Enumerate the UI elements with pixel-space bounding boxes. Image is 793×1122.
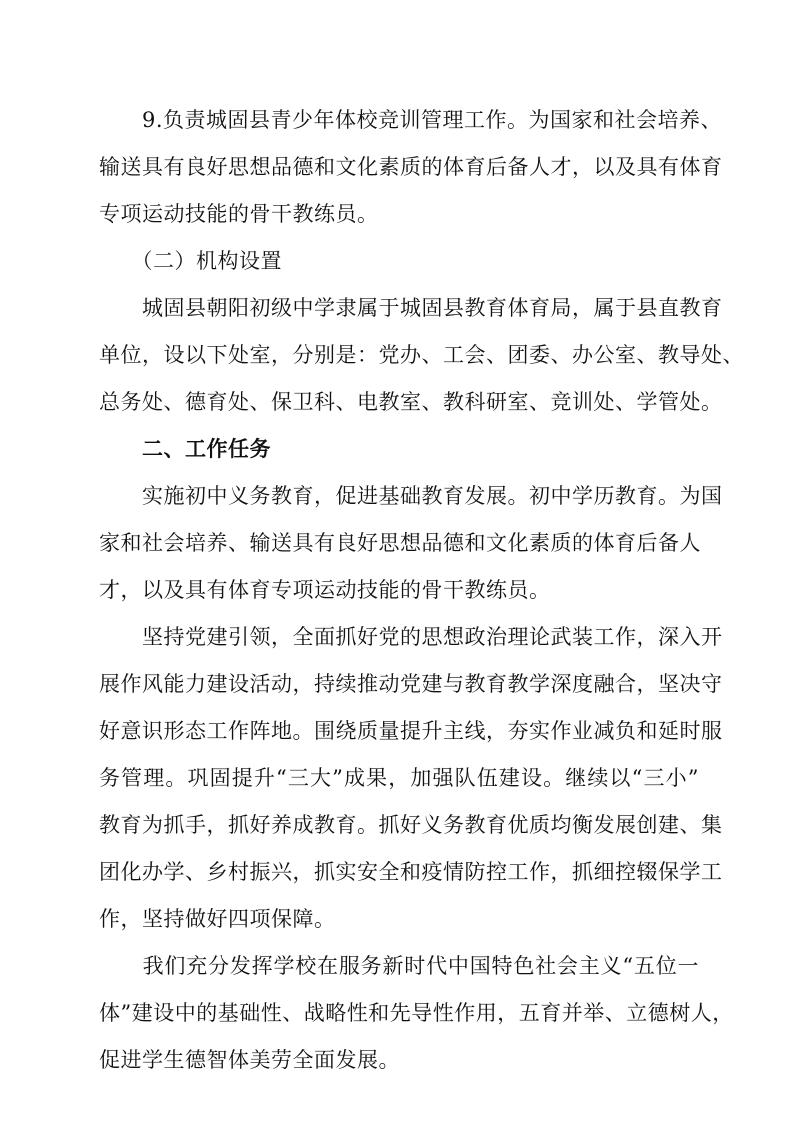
paragraph-line: 好意识形态工作阵地。围绕质量提升主线，夯实作业减负和延时服 <box>99 719 723 743</box>
section-subheading: （二）机构设置 <box>99 249 282 273</box>
paragraph-line: 务管理。巩固提升“三大”成果，加强队伍建设。继续以“三小” <box>99 766 699 790</box>
paragraph-line: 我们充分发挥学校在服务新时代中国特色社会主义“五位一 <box>99 954 699 978</box>
paragraph-line: 输送具有良好思想品德和文化素质的体育后备人才，以及具有体育 <box>99 155 723 179</box>
paragraph-line: 总务处、德育处、保卫科、电教室、教科研室、竞训处、学管处。 <box>99 390 723 414</box>
paragraph-line: 家和社会培养、输送具有良好思想品德和文化素质的体育后备人 <box>99 531 701 555</box>
section-heading: 二、工作任务 <box>99 437 271 461</box>
paragraph-line: 单位，设以下处室，分别是：党办、工会、团委、办公室、教导处、 <box>99 343 744 367</box>
paragraph-line: 促进学生德智体美劳全面发展。 <box>99 1048 400 1072</box>
paragraph-line: 实施初中义务教育，促进基础教育发展。初中学历教育。为国 <box>99 484 723 508</box>
paragraph-line: 作，坚持做好四项保障。 <box>99 907 336 931</box>
paragraph-line: 城固县朝阳初级中学隶属于城固县教育体育局，属于县直教育 <box>99 296 723 320</box>
paragraph-line: 专项运动技能的骨干教练员。 <box>99 202 379 226</box>
paragraph-line: 9.负责城固县青少年体校竞训管理工作。为国家和社会培养、 <box>99 108 723 132</box>
paragraph-line: 才，以及具有体育专项运动技能的骨干教练员。 <box>99 578 551 602</box>
paragraph-line: 体”建设中的基础性、战略性和先导性作用，五育并举、立德树人， <box>99 1001 734 1025</box>
paragraph-line: 坚持党建引领，全面抓好党的思想政治理论武装工作，深入开 <box>99 625 723 649</box>
paragraph-line: 教育为抓手，抓好养成教育。抓好义务教育优质均衡发展创建、集 <box>99 813 723 837</box>
paragraph-line: 展作风能力建设活动，持续推动党建与教育教学深度融合，坚决守 <box>99 672 723 696</box>
paragraph-line: 团化办学、乡村振兴，抓实安全和疫情防控工作，抓细控辍保学工 <box>99 860 723 884</box>
